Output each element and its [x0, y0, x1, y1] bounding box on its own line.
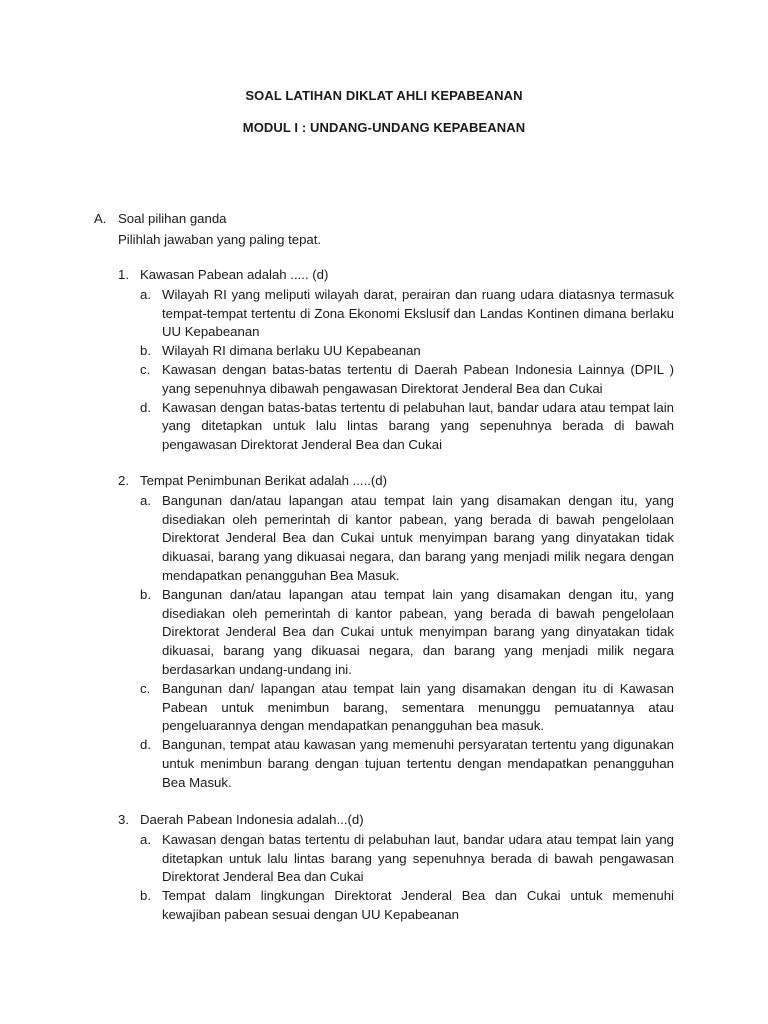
option-item [140, 680, 674, 736]
option-text: Bangunan dan/atau lapangan atau tempat lain yang disamakan dengan itu, yang disediakan oleh pemerintah di kantor pabean, yang berada di bawah pengelolaan Direktorat Jenderal Bea dan Cukai untuk menyimpan barang yang dinyatakan tidak dikuasai, barang yang dikuasai negara, dan barang yang menjadi milik negara dengan mendapatkan penangguhan Bea Masuk. [162, 492, 674, 583]
option-item [140, 361, 674, 399]
option-item [140, 586, 674, 680]
question-text: Daerah Pabean Indonesia adalah...(d) [140, 812, 364, 827]
option-text: Kawasan dengan batas-batas tertentu di Daerah Pabean Indonesia Lainnya (DPIL ) yang sepenuhnya dibawah pengawasan Direktorat Jenderal Bea dan Cukai [162, 361, 674, 396]
question-number: 1. [118, 267, 129, 282]
question-text: Kawasan Pabean adalah ..... (d) [140, 267, 329, 282]
option-letter: c. [140, 680, 151, 696]
option-list [140, 492, 674, 793]
option-item [140, 399, 674, 455]
option-letter: c. [140, 361, 151, 377]
option-letter: b. [140, 586, 151, 602]
option-letter: b. [140, 888, 151, 904]
option-item [140, 831, 674, 887]
option-text: Bangunan, tempat atau kawasan yang memenuhi persyaratan tertentu yang digunakan untuk menimbun barang dengan tujuan tertentu dengan mendapatkan penangguhan Bea Masuk. [162, 737, 674, 790]
option-letter: d. [140, 737, 151, 753]
option-letter: a. [140, 286, 151, 302]
question-text: Tempat Penimbunan Berikat adalah .....(d) [140, 473, 388, 488]
option-text: Wilayah RI yang meliputi wilayah darat, perairan dan ruang udara diatasnya termasuk tempat-tempat tertentu di Zona Ekonomi Ekslusif dan Landas Kontinen dimana berlaku UU Kepabeanan [162, 286, 674, 340]
document-title: SOAL LATIHAN DIKLAT AHLI KEPABEANAN [245, 88, 523, 103]
option-letter: a. [140, 831, 151, 847]
option-list [140, 286, 674, 455]
option-item [140, 286, 674, 342]
option-item [140, 342, 674, 361]
option-item [140, 736, 674, 792]
option-text: Kawasan dengan batas-batas tertentu di pelabuhan laut, bandar udara atau tempat lain yang ditetapkan untuk lalu lintas barang yang sepenuhnya berada di bawah pengawasan Direktorat Jenderal Bea dan Cukai [162, 399, 674, 453]
section-instruction: Pilihlah jawaban yang paling tepat. [118, 232, 322, 247]
option-letter: b. [140, 343, 151, 359]
option-text: Bangunan dan/atau lapangan atau tempat lain yang disamakan dengan itu, yang disediakan oleh pemerintah di kantor pabean, yang berada di bawah pengelolaan Direktorat Jenderal Bea dan Cukai untuk menyimpan barang yang dinyatakan tidak dikuasai, barang yang dikuasai negara, dan barang yang menjadi milik negara berdasarkan undang-undang ini. [162, 586, 674, 677]
document-subtitle: MODUL I : UNDANG-UNDANG KEPABEANAN [242, 120, 526, 135]
section-title: Soal pilihan ganda [118, 211, 227, 226]
option-list [140, 831, 674, 925]
option-text: Tempat dalam lingkungan Direktorat Jenderal Bea dan Cukai untuk memenuhi kewajiban pabean sesuai dengan UU Kepabeanan [162, 888, 674, 922]
option-text: Kawasan dengan batas tertentu di pelabuhan laut, bandar udara atau tempat lain yang ditetapkan untuk lalu lintas barang yang sepenuhnya berada di bawah pengawasan Direktorat Jenderal Bea dan Cukai [162, 831, 674, 885]
option-item [140, 492, 674, 586]
question-number: 3. [118, 812, 129, 827]
option-text: Wilayah RI dimana berlaku UU Kepabeanan [162, 343, 421, 359]
option-letter: d. [140, 399, 151, 415]
option-text: Bangunan dan/ lapangan atau tempat lain yang disamakan dengan itu di Kawasan Pabean untuk menimbun barang, sementara menunggu pemuatannya atau pengeluarannya dengan mendapatkan penangguhan bea masuk. [162, 680, 674, 734]
option-item [140, 887, 674, 925]
question-number: 2. [118, 473, 129, 488]
option-letter: a. [140, 492, 151, 508]
section-letter: A. [94, 211, 107, 226]
